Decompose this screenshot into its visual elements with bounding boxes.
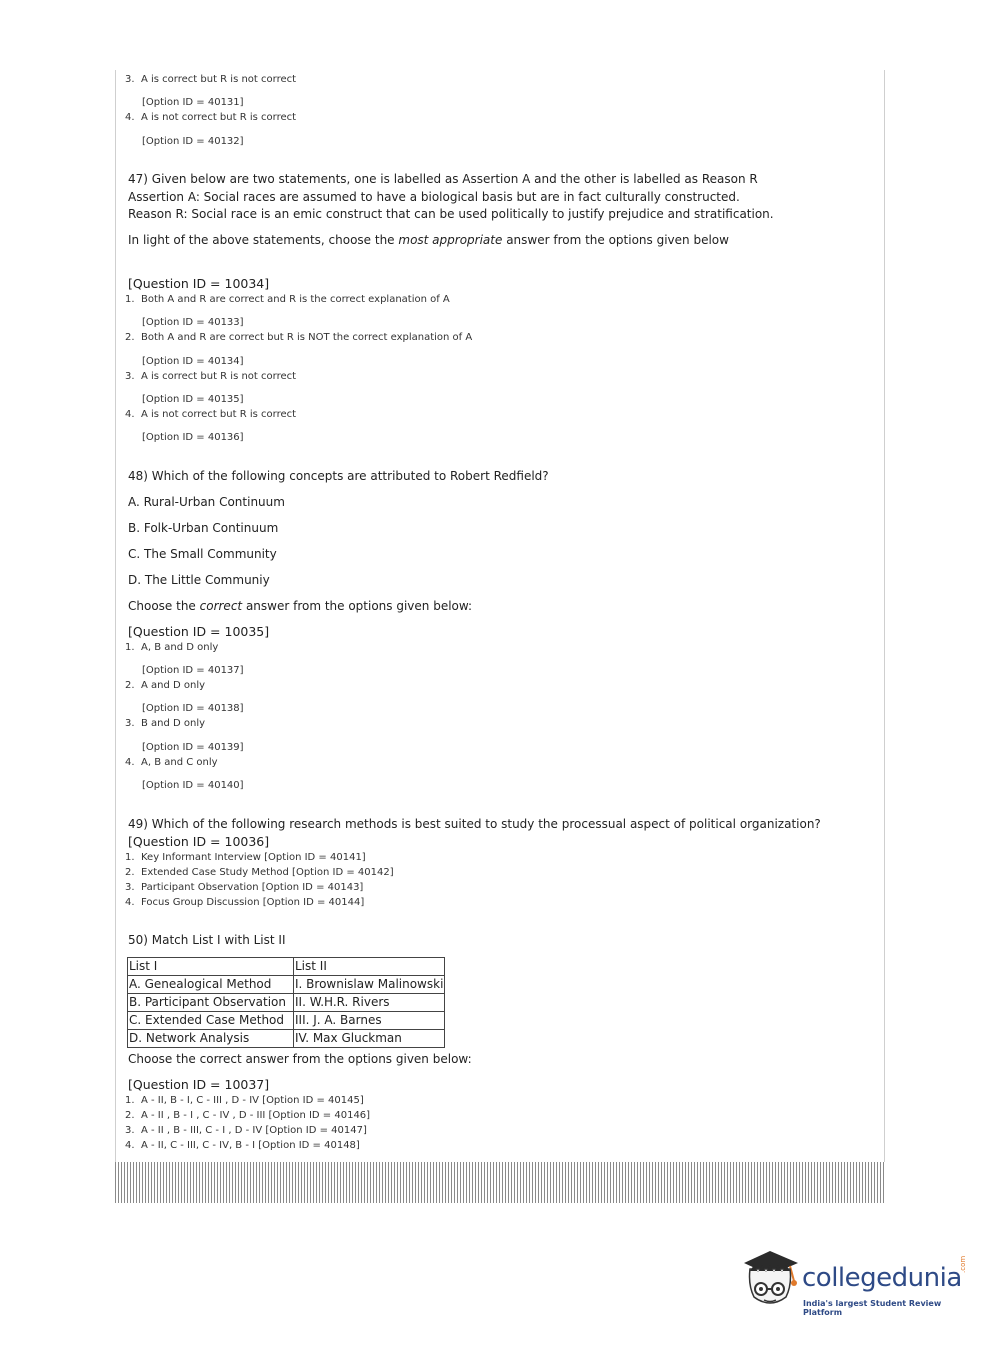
table-cell: IV. Max Gluckman	[294, 1030, 445, 1048]
q50-match-table	[127, 957, 445, 1048]
q49-option-1: 1. Key Informant Interview [Option ID = 40141]	[125, 852, 366, 863]
q47-assertion: Assertion A: Social races are assumed to have a biological basis but are in fact culturally constructed.	[128, 190, 740, 204]
q48-item-b: B. Folk-Urban Continuum	[128, 521, 279, 535]
q48-item-d: D. The Little Communiy	[128, 573, 270, 587]
q48-option-4: 4. A, B and C only	[125, 757, 218, 768]
q47-question-id: [Question ID = 10034]	[128, 276, 270, 291]
q48-option-1-id: [Option ID = 40137]	[142, 665, 244, 676]
q46-option-4-id: [Option ID = 40132]	[142, 136, 244, 147]
table-row	[128, 1012, 445, 1030]
q48-option-3-id: [Option ID = 40139]	[142, 742, 244, 753]
q47-instruction: In light of the above statements, choose the most appropriate answer from the options given below	[128, 233, 729, 247]
q48-instruction: Choose the correct answer from the options given below:	[128, 599, 473, 613]
collegedunia-logo	[740, 1245, 970, 1320]
table-header-list-2: List II	[294, 958, 445, 976]
q48-item-c: C. The Small Community	[128, 547, 277, 561]
logo-wordmark: collegedunia	[802, 1263, 962, 1293]
q46-option-4: 4. A is not correct but R is correct	[125, 112, 297, 123]
table-cell: A. Genealogical Method	[128, 976, 294, 994]
q50-option-4: 4. A - II, C - III, C - IV, B - I [Option ID = 40148]	[125, 1140, 360, 1151]
q49-option-2: 2. Extended Case Study Method [Option ID = 40142]	[125, 867, 394, 878]
table-cell: C. Extended Case Method	[128, 1012, 294, 1030]
q47-line-1: 47) Given below are two statements, one is labelled as Assertion A and the other is labelled as Reason R	[128, 172, 758, 186]
q46-option-3: 3. A is correct but R is not correct	[125, 74, 297, 85]
table-row	[128, 1030, 445, 1048]
q47-option-4: 4. A is not correct but R is correct	[125, 409, 297, 420]
q48-option-4-id: [Option ID = 40140]	[142, 780, 244, 791]
q47-option-4-id: [Option ID = 40136]	[142, 432, 244, 443]
q49-option-4: 4. Focus Group Discussion [Option ID = 40144]	[125, 897, 365, 908]
q46-option-3-id: [Option ID = 40131]	[142, 97, 244, 108]
table-cell: B. Participant Observation	[128, 994, 294, 1012]
q48-option-3: 3. B and D only	[125, 718, 206, 729]
q50-question-id: [Question ID = 10037]	[128, 1077, 270, 1092]
table-cell: III. J. A. Barnes	[294, 1012, 445, 1030]
table-header-row	[128, 958, 445, 976]
q49-option-3: 3. Participant Observation [Option ID = 40143]	[125, 882, 364, 893]
q47-option-3: 3. A is correct but R is not correct	[125, 371, 297, 382]
table-cell: I. Brownislaw Malinowski	[294, 976, 445, 994]
table-row	[128, 976, 445, 994]
q47-option-1-id: [Option ID = 40133]	[142, 317, 244, 328]
q50-instruction: Choose the correct answer from the options given below:	[128, 1052, 472, 1066]
q48-option-2: 2. A and D only	[125, 680, 206, 691]
q50-title: 50) Match List I with List II	[128, 933, 286, 947]
q48-option-1: 1. A, B and D only	[125, 642, 219, 653]
q49-title: 49) Which of the following research methods is best suited to study the processual aspect of political organization?	[128, 817, 821, 831]
table-cell: II. W.H.R. Rivers	[294, 994, 445, 1012]
q50-option-3: 3. A - II , B - III, C - I , D - IV [Option ID = 40147]	[125, 1125, 367, 1136]
q47-option-2: 2. Both A and R are correct but R is NOT the correct explanation of A	[125, 332, 473, 343]
q49-question-id: [Question ID = 10036]	[128, 834, 270, 849]
mascot-icon	[740, 1245, 802, 1320]
table-cell: D. Network Analysis	[128, 1030, 294, 1048]
q50-option-2: 2. A - II , B - I , C - IV , D - III [Option ID = 40146]	[125, 1110, 371, 1121]
logo-tagline: India's largest Student Review Platform	[803, 1299, 942, 1317]
q48-title: 48) Which of the following concepts are attributed to Robert Redfield?	[128, 469, 549, 483]
logo-com: .com	[959, 1255, 967, 1273]
q47-option-1: 1. Both A and R are correct and R is the correct explanation of A	[125, 294, 450, 305]
barcode-strip	[115, 1162, 885, 1203]
q47-option-3-id: [Option ID = 40135]	[142, 394, 244, 405]
q50-option-1: 1. A - II, B - I, C - III , D - IV [Option ID = 40145]	[125, 1095, 364, 1106]
table-row	[128, 994, 445, 1012]
q47-option-2-id: [Option ID = 40134]	[142, 356, 244, 367]
table-header-list-1: List I	[128, 958, 294, 976]
q48-item-a: A. Rural-Urban Continuum	[128, 495, 285, 509]
q48-question-id: [Question ID = 10035]	[128, 624, 270, 639]
q47-reason: Reason R: Social race is an emic construct that can be used politically to justify prejudice and stratification.	[128, 207, 774, 221]
q48-option-2-id: [Option ID = 40138]	[142, 703, 244, 714]
